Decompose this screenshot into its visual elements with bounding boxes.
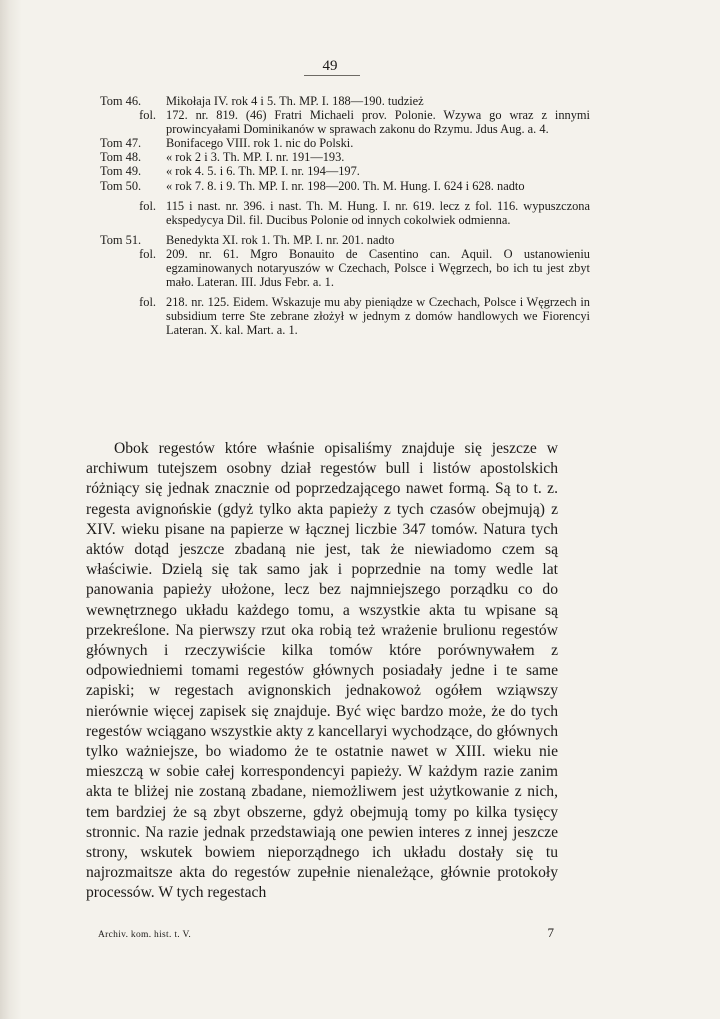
entry-label: fol.	[139, 108, 156, 123]
page-number: 49	[300, 58, 360, 75]
entry-label: fol.	[139, 295, 156, 310]
entry-text: 172. nr. 819. (46) Fratri Michaeli prov. Polonie. Wzywa go wraz z innymi prowincyałami Dominikanów w sprawach zakonu do Rzymu. Jdus Aug. a. 4.	[166, 108, 590, 137]
body-paragraph: Obok regestów które właśnie opisaliśmy znajduje się jeszcze w archiwum tutejszem osobny dział regestów bull i listów apostolskich różniący się jednak znacznie od poprzedzającego nawet formą. Są to t. z. regesta avignońskie (gdyż tylko akta papieży z tych czasów obejmują) z XIV. wieku pisane na papierze w łącznej liczbie 347 tomów. Natura tych aktów dotąd jeszcze zbadaną nie jest, tak że niewiadomo czem są właściwie. Dzielą się tak samo jak i poprzednie na tomy wedle lat panowania papieży ułożone, lecz bez najmniejszego porządku co do wewnętrznego układu każdego tomu, a wszystkie akta tu wpisane są przekreślone. Na pierwszy rzut oka robią też wrażenie brulionu regestów głównych i rzeczywiście kilka tomów które porównywałem z odpowiedniemi tomami regestów głównych posiadały jedne i te same zapiski; w regestach avignonskich jednakowoż ogółem wziąwszy nierównie więcej zapisek się znajduje. Być więc bardzo może, że do tych regestów wciągano wszystkie akty z kancellaryi wychodzące, do głównych tylko ważniejsze, bo wiadomo że te ostatnie nawet w XIII. wieku nie mieszczą w sobie całej korrespondencyi papieży. W każdym razie zanim akta te bliżej nie zostaną zbadane, niemożliwem jest użytkowanie z nich, tem bardziej że są zbyt obszerne, gdyż obejmują tomy po kilka tysięcy stronnic. Na razie jednak przedstawiają one pewien interes z innej jeszcze strony, wskutek bowiem nieporządnego ich układu dostały się tu najrozmaitsze akta do regestów zupełnie nienależące, głównie protokoły processów. W tych regestach	[86, 440, 558, 902]
entry-text: 115 i nast. nr. 396. i nast. Th. M. Hung. I. nr. 619. lecz z fol. 116. wypuszczona ekspedycya Dil. fil. Ducibus Polonie od innych cokolwiek odmienna.	[166, 198, 590, 227]
entry-label: Tom 47.	[100, 136, 142, 151]
entry-text: Bonifacego VIII. rok 1. nic do Polski.	[166, 136, 354, 151]
entry-text: « rok 7. 8. i 9. Th. MP. I. nr. 198—200. Th. M. Hung. I. 624 i 628. nadto	[166, 178, 525, 193]
entry-label: fol.	[139, 198, 156, 213]
register-entry	[100, 164, 590, 178]
register-entry	[100, 108, 590, 136]
entry-text: Mikołaja IV. rok 4 i 5. Th. MP. I. 188—190. tudzież	[166, 94, 424, 108]
entry-label: Tom 48.	[100, 150, 142, 165]
entry-label: fol.	[139, 246, 156, 261]
register-entry	[100, 136, 590, 150]
entry-label: Tom 51.	[100, 232, 142, 247]
entry-text: 209. nr. 61. Mgro Bonauito de Casentino can. Aquil. O ustanowieniu egzaminowanych notaryuszów w Czechach, Polsce i Węgrzech, bo ich tu jest zbyt mało. Lateran. III. Jdus Febr. a. 1.	[166, 246, 590, 290]
register-entry	[100, 295, 590, 337]
footer-signature: Archiv. kom. hist. t. V.	[98, 930, 192, 940]
register-entry	[100, 150, 590, 164]
entry-label: Tom 50.	[100, 178, 142, 193]
body-text	[86, 439, 558, 904]
footer-sheet-number: 7	[547, 925, 554, 940]
entry-text: Benedykta XI. rok 1. Th. MP. I. nr. 201. nadto	[166, 232, 395, 247]
page-binding-edge	[0, 0, 22, 1019]
page-footer	[98, 925, 554, 941]
entry-text: « rok 4. 5. i 6. Th. MP. I. nr. 194—197.	[166, 164, 360, 179]
register-entry	[100, 94, 590, 108]
entry-text: 218. nr. 125. Eidem. Wskazuje mu aby pieniądze w Czechach, Polsce i Węgrzech in subsidium terre Ste zebrane złożył w jednym z domów handlowych we Fiorencyi Lateran. X. kal. Mart. a. 1.	[166, 295, 590, 338]
register-entry	[100, 179, 590, 193]
entry-text: « rok 2 i 3. Th. MP. I. nr. 191—193.	[166, 150, 345, 165]
register-entry	[100, 199, 590, 227]
entry-label: Tom 46.	[100, 94, 142, 108]
register-entry	[100, 247, 590, 289]
register-entry	[100, 233, 590, 247]
register-entries	[100, 94, 590, 338]
entry-label: Tom 49.	[100, 164, 142, 179]
